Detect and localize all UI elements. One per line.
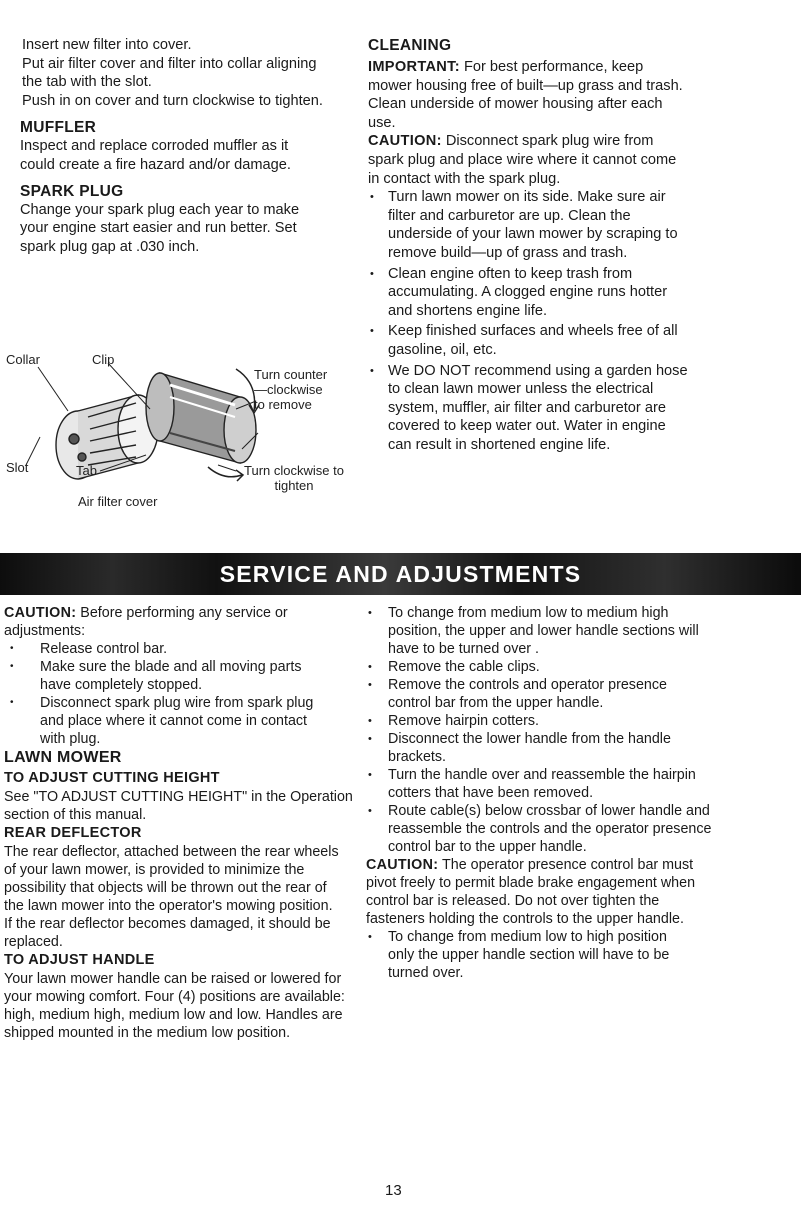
service-caution-paragraph — [4, 604, 356, 640]
cleaning-bullet: • We DO NOT recommend using a garden hose to clean lawn mower unless the electrical system, muffler, air filter and carburetor are covered to keep water out. Water in engine can result in shortened engine life. — [368, 362, 688, 455]
handle-bullet: • Remove the controls and operator presence control bar from the upper handle. — [366, 676, 704, 712]
caution-bullet: • Make sure the blade and all moving parts have completely stopped. — [4, 658, 320, 694]
caution-bullet: • Release control bar. — [4, 640, 356, 658]
handle-bullet: • Route cable(s) below crossbar of lower handle and reassemble the controls and the operator presence control bar to the upper handle. — [366, 802, 714, 856]
filter-cylinder — [56, 395, 158, 479]
service-right-column — [366, 604, 714, 982]
adjust-handle-text: Your lawn mower handle can be raised or lowered for your mowing comfort. Four (4) positions are available: high, medium high, medium low and low. Handles are shipped mounted in the medium low position. — [4, 971, 345, 1041]
muffler-heading: MUFFLER — [20, 119, 97, 137]
turn-clockwise-label: Turn clockwise to tighten — [244, 463, 344, 493]
slot-label: Slot — [6, 460, 29, 475]
banner-title: SERVICE AND ADJUSTMENTS — [219, 560, 582, 587]
lawn-mower-heading: LAWN MOWER — [4, 749, 122, 766]
caution-text: Disconnect spark plug wire from spark plug and place wire where it cannot come in contact with the spark plug. — [368, 133, 677, 187]
left-top-column — [20, 36, 338, 256]
handle-bullet: • To change from medium low to high position only the upper handle section will have to be turned over. — [366, 928, 688, 982]
caution-label: CAUTION: — [366, 857, 439, 873]
adjust-handle-heading: TO ADJUST HANDLE — [4, 952, 155, 968]
caution-label: CAUTION: — [4, 605, 77, 621]
cleaning-bullet: • Keep finished surfaces and wheels free of all gasoline, oil, etc. — [368, 322, 688, 359]
cleaning-caution-paragraph — [368, 132, 688, 188]
handle-bullet: • Remove the cable clips. — [366, 658, 714, 676]
section-banner — [0, 553, 801, 595]
filter-step: Insert new filter into cover. — [22, 37, 192, 53]
caution-label: CAUTION: — [368, 133, 442, 150]
service-caution-text: Before performing any service or adjustments: — [4, 605, 288, 639]
clip-label: Clip — [92, 352, 115, 367]
cleaning-bullet: • Turn lawn mower on its side. Make sure air filter and carburetor are up. Clean the underside of your lawn mower by scraping to remove build—up of grass and trash. — [368, 188, 688, 262]
cleaning-heading: CLEANING — [368, 37, 452, 54]
cutting-height-text: See "TO ADJUST CUTTING HEIGHT" in the Operation section of this manual. — [4, 789, 353, 823]
air-filter-figure — [6, 345, 355, 525]
spark-plug-text: Change your spark plug each year to make your engine start easier and run better. Set spark plug gap at .030 inch. — [20, 201, 300, 255]
tab-label: Tab — [76, 463, 97, 478]
filter-step: Push in on cover and turn clockwise to tighten. — [22, 92, 323, 109]
handle-bullet: • Disconnect the lower handle from the handle brackets. — [366, 730, 704, 766]
service-left-column — [4, 604, 356, 1042]
handle-bullet: • Remove hairpin cotters. — [366, 712, 714, 730]
spark-plug-heading: SPARK PLUG — [20, 182, 124, 200]
important-label: IMPORTANT: — [368, 59, 460, 75]
rear-deflector-text-2: If the rear deflector becomes damaged, it should be replaced. — [4, 916, 331, 950]
important-text: For best performance, keep mower housing free of built—up grass and trash. Clean underside of mower housing after each use. — [368, 59, 683, 131]
handle-bullet: • To change from medium low to medium high position, the upper and lower handle sections will have to be turned over . — [366, 604, 704, 658]
handle-caution-paragraph — [366, 856, 714, 928]
air-filter-cover-label: Air filter cover — [78, 494, 158, 509]
turn-counter-clockwise-label: Turn counter—clockwise to remove — [254, 367, 328, 412]
handle-bullet: • Turn the handle over and reassemble the hairpin cotters that have been removed. — [366, 766, 704, 802]
caution-bullet: • Disconnect spark plug wire from spark plug and place where it cannot come in contact with plug. — [4, 694, 335, 748]
page-number: 13 — [385, 1182, 402, 1199]
filter-cover — [146, 373, 256, 463]
filter-step: Put air filter cover and filter into collar aligning the tab with the slot. — [22, 55, 317, 91]
rear-deflector-heading: REAR DEFLECTOR — [4, 825, 142, 841]
rear-deflector-text: The rear deflector, attached between the rear wheels of your lawn mower, is provided to minimize the possibility that objects will be thrown out the rear of the lawn mower into the operator's mowing position. — [4, 844, 339, 914]
cleaning-section — [368, 36, 688, 454]
important-paragraph — [368, 58, 688, 132]
cutting-height-heading: TO ADJUST CUTTING HEIGHT — [4, 770, 220, 786]
handle-caution-text: The operator presence control bar must pivot freely to permit blade brake engagement when control bar is released. Do not over tighten the fasteners holding the controls to the upper handle. — [366, 857, 696, 927]
cleaning-bullet: • Clean engine often to keep trash from accumulating. A clogged engine runs hotter and shortens engine life. — [368, 265, 688, 321]
collar-label: Collar — [6, 352, 40, 367]
muffler-text: Inspect and replace corroded muffler as it could create a fire hazard and/or damage. — [20, 138, 291, 173]
